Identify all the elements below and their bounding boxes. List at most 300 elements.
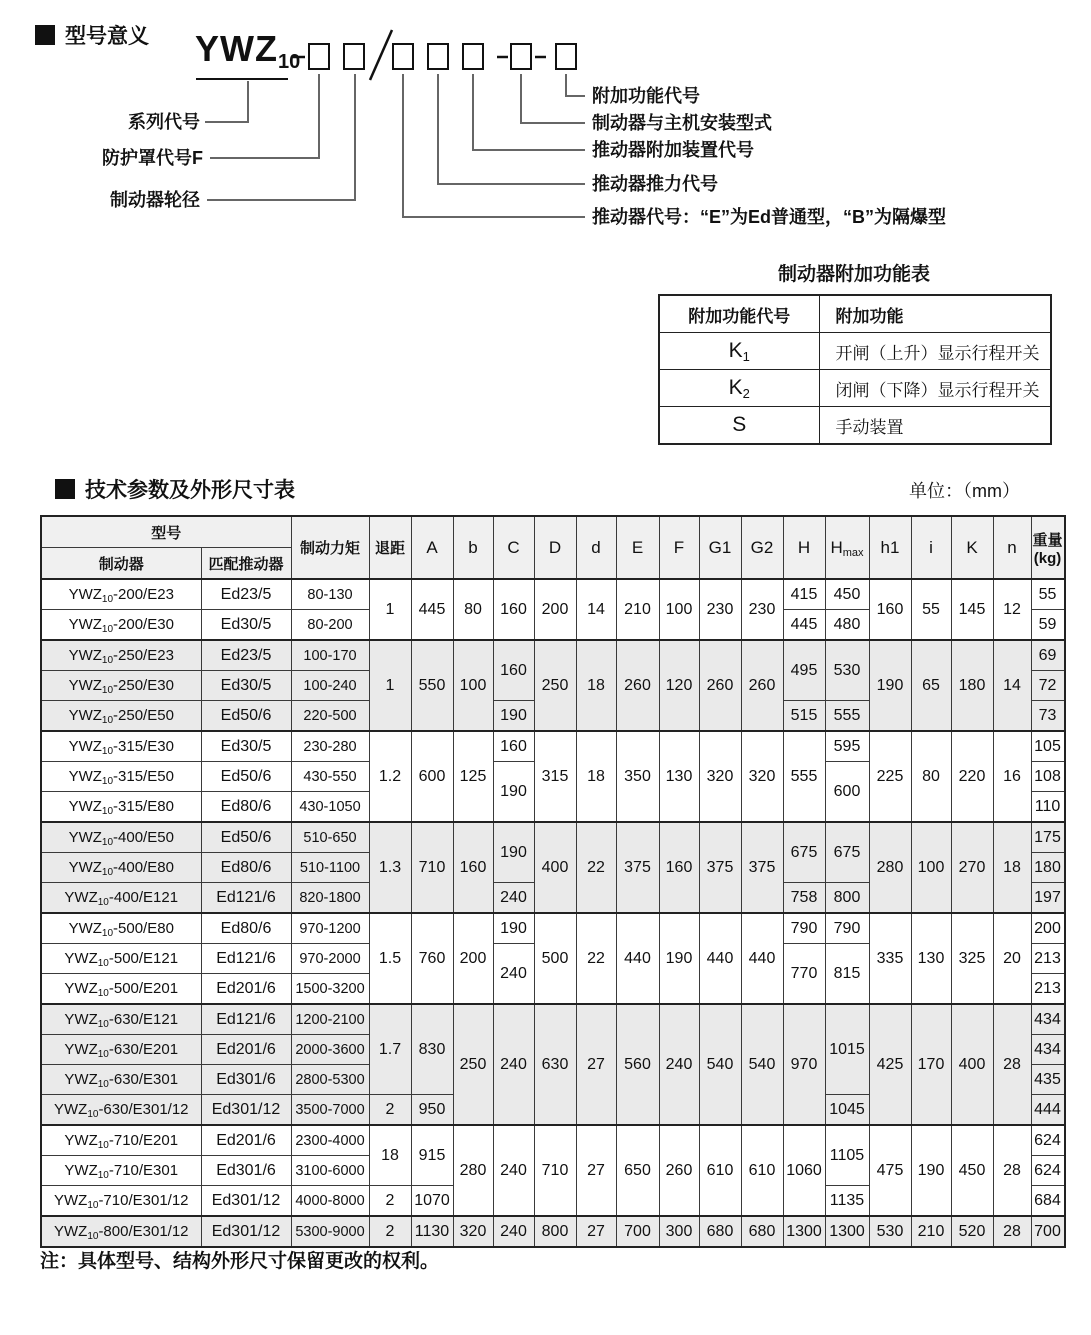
value-cell: 1 <box>369 640 411 731</box>
value-cell: 280 <box>453 1125 493 1216</box>
value-cell: 170 <box>911 1004 951 1125</box>
model-cell: $YWZ_{10}-500/E80$ <box>41 913 201 944</box>
value-cell: 950 <box>411 1095 453 1126</box>
header-subcol: 制动器 <box>41 548 201 580</box>
value-cell: 18 <box>576 731 616 822</box>
value-cell: 200 <box>1031 913 1065 944</box>
torque-cell: 5300-9000 <box>291 1216 369 1247</box>
header-col: 退距 <box>369 516 411 579</box>
value-cell: 1070 <box>411 1186 453 1217</box>
value-cell: 440 <box>699 913 741 1004</box>
header-col: D <box>534 516 576 579</box>
pusher-cell: Ed301/12 <box>201 1216 291 1247</box>
value-cell: 2 <box>369 1186 411 1217</box>
value-cell: 260 <box>659 1125 699 1216</box>
header-col: C <box>493 516 534 579</box>
value-cell: 20 <box>993 913 1031 1004</box>
pusher-cell: Ed80/6 <box>201 913 291 944</box>
value-cell: 18 <box>993 822 1031 913</box>
value-cell: 18 <box>369 1125 411 1186</box>
model-cell: $YWZ_{10}-400/E80$ <box>41 853 201 883</box>
value-cell: 440 <box>741 913 783 1004</box>
header-col: E <box>616 516 659 579</box>
value-cell: 300 <box>659 1216 699 1247</box>
addon-function-k2: 闭闸（下降）显示行程开关 <box>819 370 1051 407</box>
value-cell: 445 <box>411 579 453 640</box>
addon-function-s: 手动装置 <box>819 407 1051 445</box>
torque-cell: 80-130 <box>291 579 369 610</box>
model-cell: $YWZ_{10}-630/E201$ <box>41 1035 201 1065</box>
value-cell: 100 <box>453 640 493 731</box>
value-cell: 375 <box>699 822 741 913</box>
value-cell: 190 <box>493 762 534 823</box>
value-cell: 69 <box>1031 640 1065 671</box>
code-box-5 <box>462 43 484 70</box>
torque-cell: 820-1800 <box>291 883 369 914</box>
model-cell: $YWZ_{10}-630/E301$ <box>41 1065 201 1095</box>
value-cell: 434 <box>1031 1004 1065 1035</box>
pusher-cell: Ed50/6 <box>201 701 291 732</box>
value-cell: 225 <box>869 731 911 822</box>
value-cell: 1045 <box>825 1095 869 1126</box>
torque-cell: 2000-3600 <box>291 1035 369 1065</box>
value-cell: 830 <box>411 1004 453 1095</box>
value-cell: 500 <box>534 913 576 1004</box>
pusher-cell: Ed301/12 <box>201 1095 291 1126</box>
value-cell: 320 <box>699 731 741 822</box>
code-box-4 <box>427 43 449 70</box>
value-cell: 105 <box>1031 731 1065 762</box>
addon-row-k1 <box>659 333 1051 370</box>
model-cell: $YWZ_{10}-250/E50$ <box>41 701 201 732</box>
value-cell: 72 <box>1031 671 1065 701</box>
value-cell: 1300 <box>825 1216 869 1247</box>
model-cell: $YWZ_{10}-500/E201$ <box>41 974 201 1005</box>
black-square-icon <box>55 479 75 499</box>
value-cell: 240 <box>659 1004 699 1125</box>
model-cell: $YWZ_{10}-250/E30$ <box>41 671 201 701</box>
value-cell: 325 <box>951 913 993 1004</box>
value-cell: 1.3 <box>369 822 411 913</box>
value-cell: 515 <box>783 701 825 732</box>
value-cell: 315 <box>534 731 576 822</box>
value-cell: 675 <box>783 822 825 883</box>
value-cell: 145 <box>951 579 993 640</box>
value-cell: 520 <box>951 1216 993 1247</box>
value-cell: 230 <box>699 579 741 640</box>
value-cell: 160 <box>493 579 534 640</box>
table-row <box>41 913 1065 944</box>
pusher-cell: Ed30/5 <box>201 731 291 762</box>
value-cell: 540 <box>699 1004 741 1125</box>
model-cell: $YWZ_{10}-630/E121$ <box>41 1004 201 1035</box>
value-cell: 1135 <box>825 1186 869 1217</box>
value-cell: 160 <box>493 640 534 701</box>
model-cell: $YWZ_{10}-250/E23$ <box>41 640 201 671</box>
code-box-2 <box>343 43 365 70</box>
value-cell: 12 <box>993 579 1031 640</box>
header-row <box>41 516 1065 548</box>
header-col: G1 <box>699 516 741 579</box>
model-cell: $YWZ_{10}-500/E121$ <box>41 944 201 974</box>
value-cell: 240 <box>493 883 534 914</box>
header-subcol: 匹配推动器 <box>201 548 291 580</box>
label-mount-type: 制动器与主机安装型式 <box>592 113 772 133</box>
value-cell: 700 <box>1031 1216 1065 1247</box>
torque-cell: 430-550 <box>291 762 369 792</box>
value-cell: 240 <box>493 1125 534 1216</box>
torque-cell: 1500-3200 <box>291 974 369 1005</box>
value-cell: 230 <box>741 579 783 640</box>
code-box-7 <box>555 43 577 70</box>
value-cell: 100 <box>911 822 951 913</box>
value-cell: 450 <box>951 1125 993 1216</box>
torque-cell: 510-650 <box>291 822 369 853</box>
value-cell: 22 <box>576 822 616 913</box>
value-cell: 55 <box>911 579 951 640</box>
header-col: 重量 (kg) <box>1031 516 1065 579</box>
value-cell: 800 <box>534 1216 576 1247</box>
value-cell: 624 <box>1031 1156 1065 1186</box>
torque-cell: 2800-5300 <box>291 1065 369 1095</box>
torque-cell: 970-2000 <box>291 944 369 974</box>
header-col: A <box>411 516 453 579</box>
value-cell: 180 <box>951 640 993 731</box>
value-cell: 550 <box>411 640 453 731</box>
table-row <box>41 822 1065 853</box>
pusher-cell: Ed30/5 <box>201 610 291 641</box>
value-cell: 680 <box>741 1216 783 1247</box>
value-cell: 530 <box>869 1216 911 1247</box>
pusher-cell: Ed301/6 <box>201 1156 291 1186</box>
value-cell: 160 <box>869 579 911 640</box>
value-cell: 1.7 <box>369 1004 411 1095</box>
value-cell: 160 <box>493 731 534 762</box>
value-cell: 1130 <box>411 1216 453 1247</box>
value-cell: 435 <box>1031 1065 1065 1095</box>
label-pusher-addon-code: 推动器附加装置代号 <box>592 140 754 160</box>
value-cell: 73 <box>1031 701 1065 732</box>
value-cell: 970 <box>783 1004 825 1125</box>
code-box-1 <box>308 43 330 70</box>
value-cell: 790 <box>783 913 825 944</box>
value-cell: 2 <box>369 1216 411 1247</box>
pusher-cell: Ed50/6 <box>201 762 291 792</box>
value-cell: 210 <box>616 579 659 640</box>
value-cell: 130 <box>911 913 951 1004</box>
value-cell: 400 <box>534 822 576 913</box>
value-cell: 1300 <box>783 1216 825 1247</box>
pusher-cell: Ed201/6 <box>201 974 291 1005</box>
pusher-cell: Ed121/6 <box>201 883 291 914</box>
value-cell: 175 <box>1031 822 1065 853</box>
torque-cell: 430-1050 <box>291 792 369 823</box>
pusher-cell: Ed301/12 <box>201 1186 291 1217</box>
value-cell: 760 <box>411 913 453 1004</box>
value-cell: 190 <box>659 913 699 1004</box>
model-cell: $YWZ_{10}-710/E301/12$ <box>41 1186 201 1217</box>
value-cell: 444 <box>1031 1095 1065 1126</box>
torque-cell: 3500-7000 <box>291 1095 369 1126</box>
value-cell: 28 <box>993 1125 1031 1216</box>
value-cell: 80 <box>453 579 493 640</box>
value-cell: 415 <box>783 579 825 610</box>
value-cell: 240 <box>493 1216 534 1247</box>
code-text: S <box>732 412 747 436</box>
value-cell: 28 <box>993 1216 1031 1247</box>
value-cell: 440 <box>616 913 659 1004</box>
pusher-cell: Ed201/6 <box>201 1035 291 1065</box>
value-cell: 425 <box>869 1004 911 1125</box>
model-cell: $YWZ_{10}-710/E201$ <box>41 1125 201 1156</box>
value-cell: 250 <box>453 1004 493 1125</box>
value-cell: 210 <box>911 1216 951 1247</box>
code-text: K <box>728 375 743 399</box>
header-col: i <box>911 516 951 579</box>
value-cell: 320 <box>453 1216 493 1247</box>
value-cell: 260 <box>741 640 783 731</box>
value-cell: 213 <box>1031 974 1065 1005</box>
section1-title-text: 型号意义 <box>65 25 149 48</box>
model-cell: $YWZ_{10}-200/E30$ <box>41 610 201 641</box>
pusher-cell: Ed23/5 <box>201 640 291 671</box>
section2-title-text: 技术参数及外形尺寸表 <box>85 479 295 502</box>
header-col: H <box>783 516 825 579</box>
model-cell: $YWZ_{10}-630/E301/12$ <box>41 1095 201 1126</box>
model-number-diagram <box>0 0 1091 245</box>
value-cell: 915 <box>411 1125 453 1186</box>
torque-cell: 4000-8000 <box>291 1186 369 1217</box>
value-cell: 540 <box>741 1004 783 1125</box>
footnote: 注：具体型号、结构外形尺寸保留更改的权利。 <box>40 1251 440 1272</box>
value-cell: 18 <box>576 640 616 731</box>
value-cell: 400 <box>951 1004 993 1125</box>
value-cell: 375 <box>616 822 659 913</box>
value-cell: 280 <box>869 822 911 913</box>
value-cell: 125 <box>453 731 493 822</box>
value-cell: 630 <box>534 1004 576 1125</box>
value-cell: 675 <box>825 822 869 883</box>
table-row <box>41 1216 1065 1247</box>
header-col: K <box>951 516 993 579</box>
pusher-cell: Ed201/6 <box>201 1125 291 1156</box>
value-cell: 1.5 <box>369 913 411 1004</box>
value-cell: 27 <box>576 1004 616 1125</box>
addon-row-s <box>659 407 1051 445</box>
header-col: F <box>659 516 699 579</box>
value-cell: 160 <box>453 822 493 913</box>
value-cell: 555 <box>783 731 825 822</box>
value-cell: 160 <box>659 822 699 913</box>
value-cell: 22 <box>576 913 616 1004</box>
model-cell: $YWZ_{10}-200/E23$ <box>41 579 201 610</box>
header-col: d <box>576 516 616 579</box>
value-cell: 240 <box>493 944 534 1005</box>
value-cell: 815 <box>825 944 869 1005</box>
addon-row-k2 <box>659 370 1051 407</box>
addon-table-title: 制动器附加功能表 <box>777 264 930 285</box>
value-cell: 350 <box>616 731 659 822</box>
value-cell: 560 <box>616 1004 659 1125</box>
pusher-cell: Ed23/5 <box>201 579 291 610</box>
value-cell: 59 <box>1031 610 1065 641</box>
unit-label: 单位：（mm） <box>909 481 1020 501</box>
value-cell: 190 <box>493 822 534 883</box>
value-cell: 610 <box>699 1125 741 1216</box>
value-cell: 28 <box>993 1004 1031 1125</box>
value-cell: 190 <box>911 1125 951 1216</box>
value-cell: 684 <box>1031 1186 1065 1217</box>
value-cell: 110 <box>1031 792 1065 823</box>
header-model-group: 型号 <box>41 516 291 548</box>
model-cell: $YWZ_{10}-710/E301$ <box>41 1156 201 1186</box>
value-cell: 650 <box>616 1125 659 1216</box>
table-row <box>41 579 1065 610</box>
series-prefix: YWZ <box>195 28 278 69</box>
torque-cell: 3100-6000 <box>291 1156 369 1186</box>
value-cell: 190 <box>493 701 534 732</box>
addon-code-s <box>659 407 819 445</box>
value-cell: 555 <box>825 701 869 732</box>
value-cell: 710 <box>411 822 453 913</box>
header-col: h1 <box>869 516 911 579</box>
value-cell: 80 <box>911 731 951 822</box>
addon-header-code: 附加功能代号 <box>659 295 819 333</box>
table-row <box>41 640 1065 671</box>
value-cell: 700 <box>616 1216 659 1247</box>
torque-cell: 100-170 <box>291 640 369 671</box>
table-row <box>41 1125 1065 1156</box>
value-cell: 108 <box>1031 762 1065 792</box>
value-cell: 800 <box>825 883 869 914</box>
value-cell: 600 <box>411 731 453 822</box>
value-cell: 450 <box>825 579 869 610</box>
table-row <box>41 731 1065 762</box>
pusher-cell: Ed80/6 <box>201 792 291 823</box>
pusher-cell: Ed121/6 <box>201 1004 291 1035</box>
value-cell: 1.2 <box>369 731 411 822</box>
code-box-3 <box>392 43 414 70</box>
value-cell: 200 <box>453 913 493 1004</box>
value-cell: 600 <box>825 762 869 823</box>
torque-cell: 1200-2100 <box>291 1004 369 1035</box>
value-cell: 130 <box>659 731 699 822</box>
label-pusher-code: 推动器代号：“E”为Ed普通型，“B”为隔爆型 <box>592 207 947 227</box>
label-wheel-diameter: 制动器轮径 <box>110 190 200 210</box>
addon-code-k1 <box>659 333 819 370</box>
value-cell: 260 <box>616 640 659 731</box>
value-cell: 1 <box>369 579 411 640</box>
value-cell: 790 <box>825 913 869 944</box>
value-cell: 680 <box>699 1216 741 1247</box>
model-cell: $YWZ_{10}-800/E301/12$ <box>41 1216 201 1247</box>
label-series-code: 系列代号 <box>128 112 200 132</box>
value-cell: 240 <box>493 1004 534 1125</box>
series-code-text <box>195 28 301 73</box>
value-cell: 624 <box>1031 1125 1065 1156</box>
torque-cell: 100-240 <box>291 671 369 701</box>
header-col: 制动力矩 <box>291 516 369 579</box>
value-cell: 1015 <box>825 1004 869 1095</box>
value-cell: 65 <box>911 640 951 731</box>
torque-cell: 510-1100 <box>291 853 369 883</box>
value-cell: 197 <box>1031 883 1065 914</box>
value-cell: 27 <box>576 1125 616 1216</box>
value-cell: 595 <box>825 731 869 762</box>
value-cell: 190 <box>869 640 911 731</box>
value-cell: 14 <box>993 640 1031 731</box>
addon-header-function: 附加功能 <box>819 295 1051 333</box>
value-cell: 55 <box>1031 579 1065 610</box>
pusher-cell: Ed301/6 <box>201 1065 291 1095</box>
model-cell: $YWZ_{10}-400/E121$ <box>41 883 201 914</box>
header-col: $H_{max}$ <box>825 516 869 579</box>
pusher-cell: Ed80/6 <box>201 853 291 883</box>
code-subscript: 1 <box>742 348 750 364</box>
value-cell: 320 <box>741 731 783 822</box>
value-cell: 14 <box>576 579 616 640</box>
header-col: b <box>453 516 493 579</box>
pusher-cell: Ed50/6 <box>201 822 291 853</box>
value-cell: 100 <box>659 579 699 640</box>
value-cell: 710 <box>534 1125 576 1216</box>
addon-function-k1: 开闸（上升）显示行程开关 <box>819 333 1051 370</box>
torque-cell: 2300-4000 <box>291 1125 369 1156</box>
value-cell: 1105 <box>825 1125 869 1186</box>
value-cell: 758 <box>783 883 825 914</box>
label-shield-code: 防护罩代号F <box>102 148 203 168</box>
torque-cell: 220-500 <box>291 701 369 732</box>
value-cell: 200 <box>534 579 576 640</box>
value-cell: 335 <box>869 913 911 1004</box>
value-cell: 375 <box>741 822 783 913</box>
value-cell: 260 <box>699 640 741 731</box>
value-cell: 16 <box>993 731 1031 822</box>
addon-header-row <box>659 295 1051 333</box>
value-cell: 270 <box>951 822 993 913</box>
torque-cell: 230-280 <box>291 731 369 762</box>
value-cell: 2 <box>369 1095 411 1126</box>
value-cell: 220 <box>951 731 993 822</box>
addon-function-table <box>658 294 1052 445</box>
label-pusher-force-code: 推动器推力代号 <box>592 174 718 194</box>
pusher-cell: Ed30/5 <box>201 671 291 701</box>
value-cell: 27 <box>576 1216 616 1247</box>
series-subscript: 10 <box>277 51 301 73</box>
value-cell: 495 <box>783 640 825 701</box>
value-cell: 190 <box>493 913 534 944</box>
code-text: K <box>728 338 743 362</box>
value-cell: 1060 <box>783 1125 825 1216</box>
value-cell: 180 <box>1031 853 1065 883</box>
value-cell: 480 <box>825 610 869 641</box>
value-cell: 770 <box>783 944 825 1005</box>
value-cell: 610 <box>741 1125 783 1216</box>
value-cell: 530 <box>825 640 869 701</box>
header-col: G2 <box>741 516 783 579</box>
value-cell: 250 <box>534 640 576 731</box>
model-cell: $YWZ_{10}-315/E80$ <box>41 792 201 823</box>
value-cell: 120 <box>659 640 699 731</box>
code-box-6 <box>510 43 532 70</box>
label-addon-function-code: 附加功能代号 <box>592 86 700 106</box>
header-col: n <box>993 516 1031 579</box>
parameters-table <box>40 515 1066 1248</box>
torque-cell: 80-200 <box>291 610 369 641</box>
model-cell: $YWZ_{10}-315/E30$ <box>41 731 201 762</box>
model-cell: $YWZ_{10}-315/E50$ <box>41 762 201 792</box>
addon-code-k2 <box>659 370 819 407</box>
